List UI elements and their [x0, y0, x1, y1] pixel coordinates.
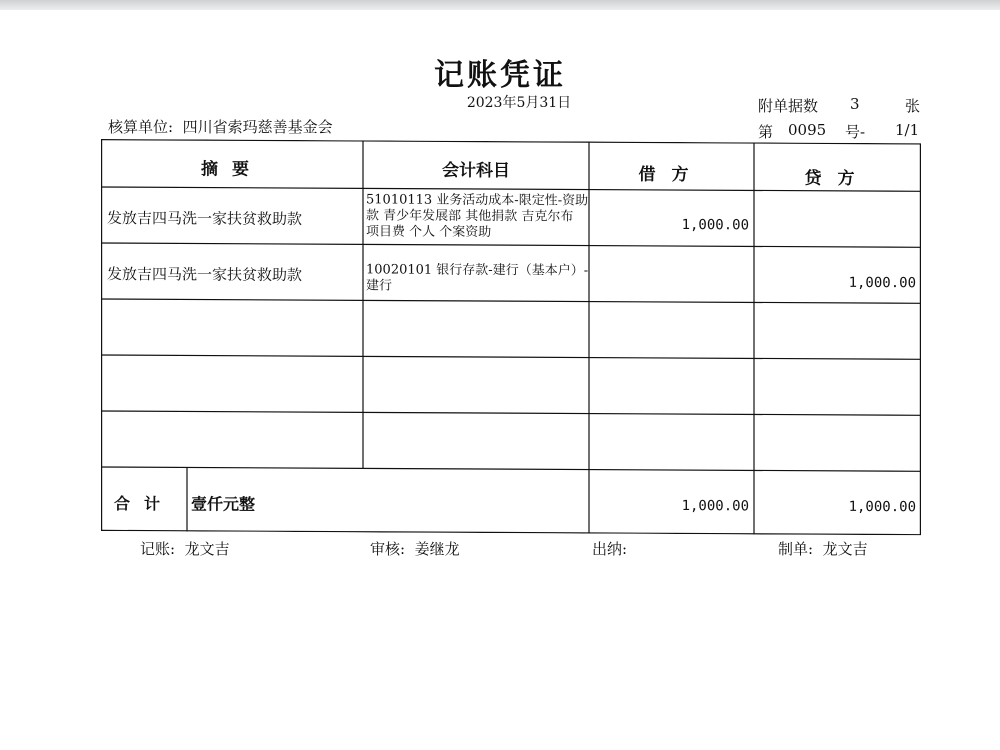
- header-summary: 摘要: [201, 159, 263, 180]
- preparer-label: 制单:: [778, 540, 814, 558]
- header-debit: 借方: [638, 164, 705, 186]
- total-label: 合计: [113, 494, 174, 514]
- bookkeeper-signature: [140, 538, 230, 559]
- cashier-label: 出纳:: [592, 540, 628, 558]
- header-credit: 贷方: [804, 168, 871, 190]
- voucher-table: [101, 139, 921, 535]
- attachments-label: 附单据数: [758, 97, 819, 115]
- total-debit: 1,000.00: [681, 498, 749, 515]
- attachments-unit: 张: [905, 97, 921, 115]
- unit-label: 核算单位:: [108, 118, 174, 136]
- total-amount-in-words: 壹仟元整: [191, 494, 256, 514]
- attachments-count: 3: [850, 95, 860, 113]
- row-1-subject: 51010113 业务活动成本-限定性-资助款 青少年发展部 其他捐款 吉克尔布 项目费 个人 个案资助: [366, 192, 589, 241]
- reviewer-signature: [370, 538, 460, 559]
- voucher-page: 1/1: [895, 121, 920, 139]
- preparer-signature: [778, 538, 868, 559]
- voucher-number-suffix: 号-: [845, 123, 866, 141]
- reviewer-label: 审核:: [370, 540, 406, 558]
- voucher-number: 0095: [788, 121, 827, 139]
- voucher-title: 记账凭证: [434, 58, 566, 93]
- scan-edge: [0, 0, 1000, 10]
- accounting-unit: [108, 116, 333, 137]
- row-2-credit: 1,000.00: [848, 274, 916, 292]
- header-account-subject: 会计科目: [442, 160, 510, 182]
- cashier-signature: [592, 538, 632, 559]
- row-1-summary: 发放吉四马洗一家扶贫救助款: [107, 209, 303, 229]
- voucher-date: 2023年5月31日: [466, 95, 572, 111]
- row-2-subject: 10020101 银行存款-建行（基本户）-建行: [366, 262, 589, 294]
- voucher-number-prefix: 第: [758, 123, 774, 141]
- total-credit: 1,000.00: [848, 498, 916, 516]
- bookkeeper-name: 龙文吉: [184, 540, 230, 558]
- preparer-name: 龙文吉: [822, 540, 868, 558]
- bookkeeper-label: 记账:: [140, 540, 176, 558]
- row-2-summary: 发放吉四马洗一家扶贫救助款: [107, 265, 303, 285]
- unit-name: 四川省索玛慈善基金会: [182, 118, 333, 136]
- reviewer-name: 姜继龙: [414, 540, 460, 558]
- row-1-debit: 1,000.00: [681, 217, 749, 234]
